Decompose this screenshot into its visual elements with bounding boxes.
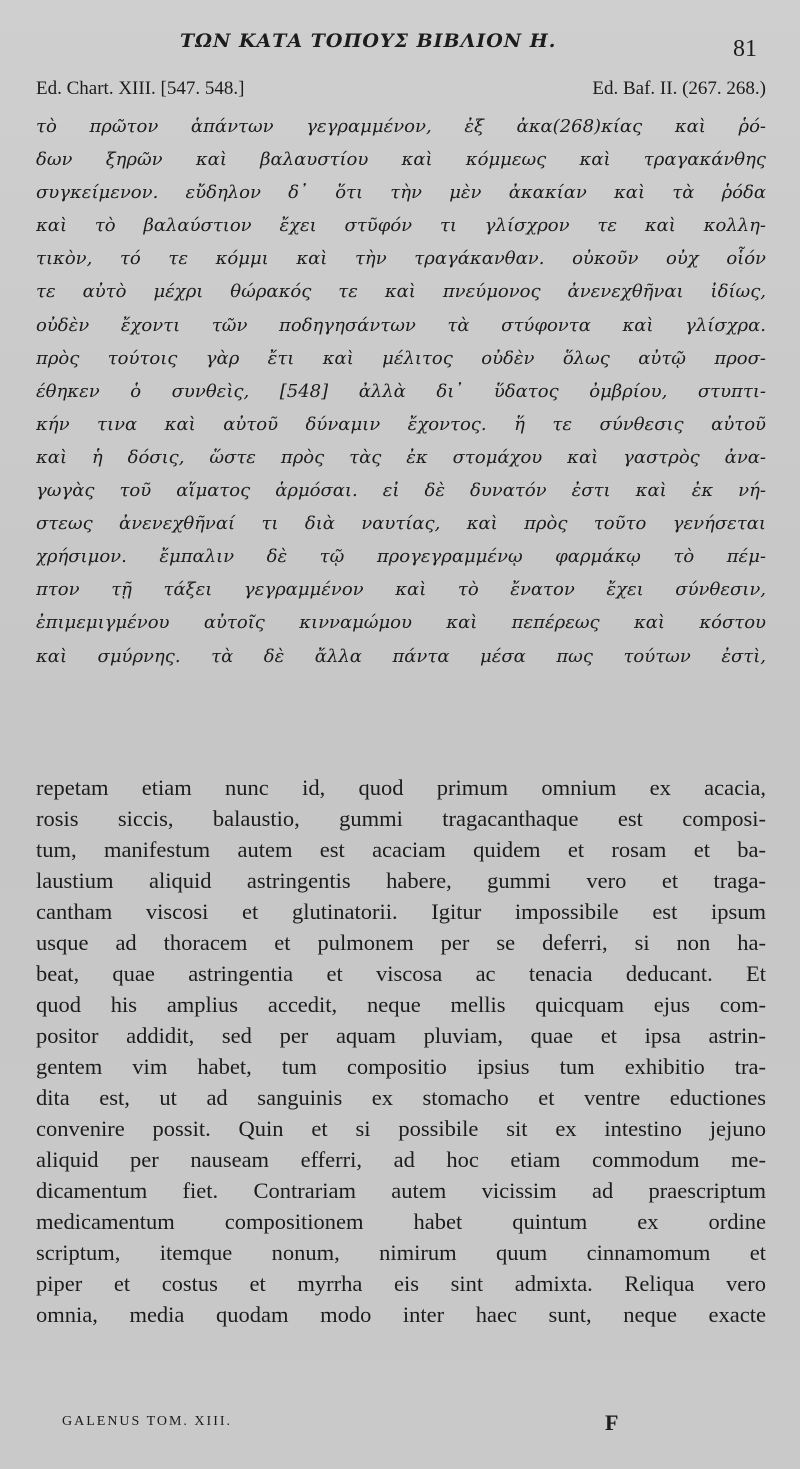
- greek-line: καὶ τὸ βαλαύστιον ἔχει στῦφόν τι γλίσχρον τε καὶ κολλη-: [36, 215, 766, 237]
- edition-basel: Ed. Baf. II. (267. 268.): [592, 78, 766, 99]
- greek-line: καὶ ἡ δόσις, ὥστε πρὸς τὰς ἐκ στομάχου καὶ γαστρὸς ἀνα-: [36, 446, 766, 468]
- latin-line: positor addidit, sed per aquam pluviam, quae et ipsa astrin-: [36, 1023, 766, 1048]
- latin-line: rosis siccis, balaustio, gummi tragacanthaque est composi-: [36, 806, 766, 831]
- greek-line: πρὸς τούτοις γὰρ ἔτι καὶ μέλιτος οὐδὲν ὅλως αὐτῷ προσ-: [36, 347, 766, 369]
- greek-line: έθηκεν ὁ συνθεὶς, [548] ἀλλὰ δι᾽ ὕδατος ὀμβρίου, στυπτι-: [36, 380, 766, 402]
- greek-line: τικὸν, τό τε κόμμι καὶ τὴν τραγάκανθαν. οὐκοῦν οὐχ οἷόν: [36, 248, 766, 270]
- latin-line: repetam etiam nunc id, quod primum omnium ex acacia,: [36, 775, 766, 800]
- greek-line: στεως ἀνενεχθῆναί τι διὰ ναυτίας, καὶ πρὸς τοῦτο γενήσεται: [36, 513, 766, 535]
- running-head: [0, 30, 800, 60]
- greek-line: οὐδὲν ἔχοντι τῶν ποδηγησάντων τὰ στύφοντα καὶ γλίσχρα.: [36, 314, 766, 336]
- latin-line: beat, quae astringentia et viscosa ac tenacia deducant. Et: [36, 961, 766, 986]
- latin-text-block: [36, 772, 766, 1330]
- greek-line: τὸ πρῶτον ἁπάντων γεγραμμένον, ἐξ ἀκα(268)κίας καὶ ῥό-: [36, 116, 766, 137]
- greek-line: δων ξηρῶν καὶ βαλαυστίου καὶ κόμμεως καὶ τραγακάνθης: [36, 149, 766, 171]
- greek-line: καὶ σμύρνης. τὰ δὲ ἄλλα πάντα μέσα πως τούτων ἐστὶ,: [36, 645, 766, 667]
- sheet-mark: F: [605, 1410, 619, 1435]
- greek-line: συγκείμενον. εὔδηλον δ᾽ ὅτι τὴν μὲν ἀκακίαν καὶ τὰ ῥόδα: [36, 182, 766, 204]
- latin-line: usque ad thoracem et pulmonem per se deferri, si non ha-: [36, 930, 766, 955]
- latin-line: dicamentum fiet. Contrariam autem vicissim ad praescriptum: [36, 1178, 766, 1203]
- edition-references: [36, 78, 766, 104]
- latin-line: medicamentum compositionem habet quintum ex ordine: [36, 1209, 766, 1234]
- latin-line: scriptum, itemque nonum, nimirum quum cinnamomum et: [36, 1240, 766, 1265]
- running-title: ΤΩΝ ΚΑΤΑ ΤΟΠΟΥΣ ΒΙΒΛΙΟΝ Η.: [180, 30, 557, 52]
- volume-signature: GALENUS TOM. XIII.: [62, 1414, 233, 1429]
- latin-line: dita est, ut ad sanguinis ex stomacho et ventre eductiones: [36, 1085, 766, 1110]
- edition-chartier: Ed. Chart. XIII. [547. 548.]: [36, 78, 245, 99]
- greek-line: πτον τῇ τάξει γεγραμμένον καὶ τὸ ἔνατον ἔχει σύνθεσιν,: [36, 579, 766, 601]
- greek-line: ἐπιμεμιγμένου αὐτοῖς κινναμώμου καὶ πεπέρεως καὶ κόστου: [36, 612, 766, 634]
- greek-line: χρήσιμον. ἔμπαλιν δὲ τῷ προγεγραμμένῳ φαρμάκῳ τὸ πέμ-: [36, 546, 766, 568]
- latin-line: convenire possit. Quin et si possibile sit ex intestino jejuno: [36, 1116, 766, 1141]
- latin-line: quod his amplius accedit, neque mellis quicquam ejus com-: [36, 992, 766, 1017]
- latin-line: piper et costus et myrrha eis sint admixta. Reliqua vero: [36, 1271, 766, 1296]
- greek-text-block: [36, 110, 766, 673]
- latin-line: gentem vim habet, tum compositio ipsius tum exhibitio tra-: [36, 1054, 766, 1079]
- greek-line: κήν τινα καὶ αὐτοῦ δύναμιν ἔχοντος. ἥ τε σύνθεσις αὐτοῦ: [36, 413, 766, 435]
- greek-line: γωγὰς τοῦ αἵματος ἁρμόσαι. εἰ δὲ δυνατόν ἐστι καὶ ἐκ νή-: [36, 480, 766, 502]
- latin-line: cantham viscosi et glutinatorii. Igitur impossibile est ipsum: [36, 899, 766, 924]
- latin-line: aliquid per nauseam efferri, ad hoc etiam commodum me-: [36, 1147, 766, 1172]
- greek-line: τε αὐτὸ μέχρι θώρακός τε καὶ πνεύμονος ἀνενεχθῆναι ἰδίως,: [36, 281, 766, 303]
- latin-line: tum, manifestum autem est acaciam quidem et rosam et ba-: [36, 837, 766, 862]
- page-footer: [62, 1410, 682, 1440]
- latin-line: laustium aliquid astringentis habere, gummi vero et traga-: [36, 868, 766, 893]
- page-number: 81: [733, 36, 757, 62]
- latin-line: omnia, media quodam modo inter haec sunt, neque exacte: [36, 1302, 766, 1327]
